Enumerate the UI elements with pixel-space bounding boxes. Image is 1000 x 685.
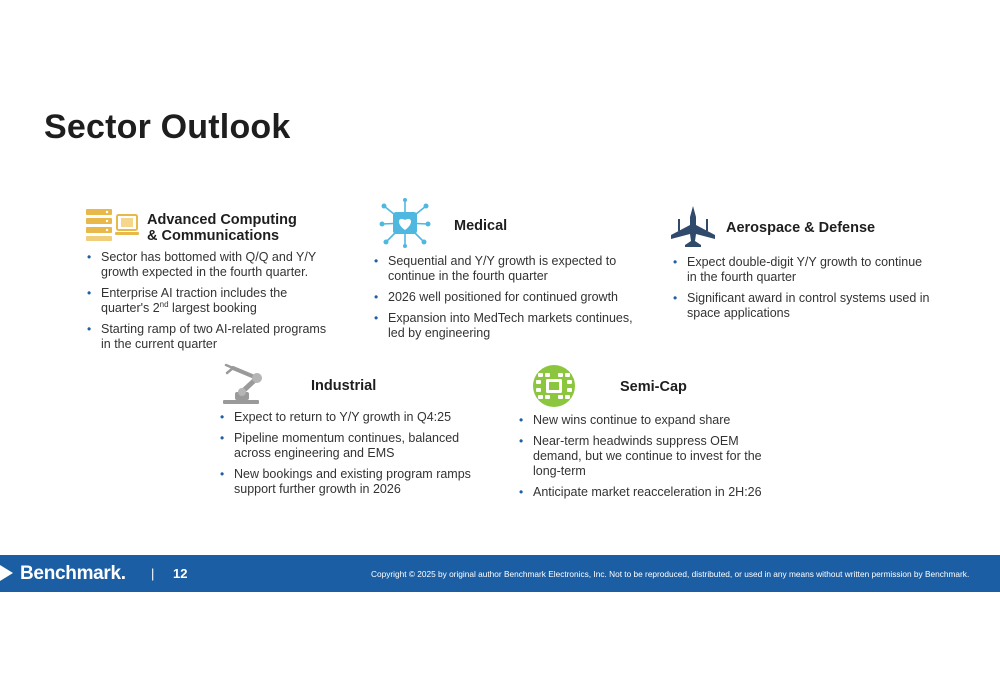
sector-title-semicap: Semi-Cap <box>620 379 687 395</box>
list-item: • New bookings and existing program ramps support further growth in 2026 <box>220 467 482 497</box>
list-item: • Expect to return to Y/Y growth in Q4:25 <box>220 410 482 425</box>
list-item: • Significant award in control systems used in space applications <box>673 291 935 321</box>
semicap-bullets <box>519 413 781 506</box>
footer-bar <box>0 555 1000 592</box>
footer-separator: | <box>151 566 155 581</box>
list-item: • Enterprise AI traction includes the quarter's 2nd largest booking <box>87 286 337 316</box>
list-item: • Expansion into MedTech markets continues, led by engineering <box>374 311 636 341</box>
sector-title-computing: Advanced Computing & Communications <box>147 212 297 244</box>
list-item: • New wins continue to expand share <box>519 413 781 428</box>
brand-logo: Benchmark. <box>20 563 126 584</box>
server-computer-icon <box>85 207 141 248</box>
page-title: Sector Outlook <box>44 108 291 146</box>
list-item: • Pipeline momentum continues, balanced across engineering and EMS <box>220 431 482 461</box>
sector-title-aerospace: Aerospace & Defense <box>726 220 876 236</box>
robotic-arm-icon <box>221 362 269 411</box>
list-item: • Anticipate market reacceleration in 2H:26 <box>519 485 781 500</box>
list-item: • 2026 well positioned for continued growth <box>374 290 636 305</box>
fighter-jet-icon <box>668 205 718 252</box>
list-item: • Starting ramp of two AI-related programs in the current quarter <box>87 322 337 352</box>
medical-circuit-icon <box>378 198 432 253</box>
medical-bullets <box>374 254 636 347</box>
copyright-notice: Copyright © 2025 by original author Benchmark Electronics, Inc. Not to be reproduced, distributed, or used in any means without written permission by Benchmark. <box>371 569 970 579</box>
sector-title-industrial: Industrial <box>311 378 377 394</box>
brand-arrow-icon <box>0 565 13 581</box>
sector-title-medical: Medical <box>454 218 508 234</box>
list-item: • Sequential and Y/Y growth is expected to continue in the fourth quarter <box>374 254 636 284</box>
page-number: 12 <box>173 566 188 581</box>
list-item: • Near-term headwinds suppress OEM demand, but we continue to invest for the long-term <box>519 434 781 479</box>
list-item: • Expect double-digit Y/Y growth to continue in the fourth quarter <box>673 255 935 285</box>
computing-bullets <box>87 250 337 358</box>
aerospace-bullets <box>673 255 935 327</box>
industrial-bullets <box>220 410 482 503</box>
list-item: • Sector has bottomed with Q/Q and Y/Y growth expected in the fourth quarter. <box>87 250 337 280</box>
semiconductor-chip-icon <box>530 364 578 413</box>
